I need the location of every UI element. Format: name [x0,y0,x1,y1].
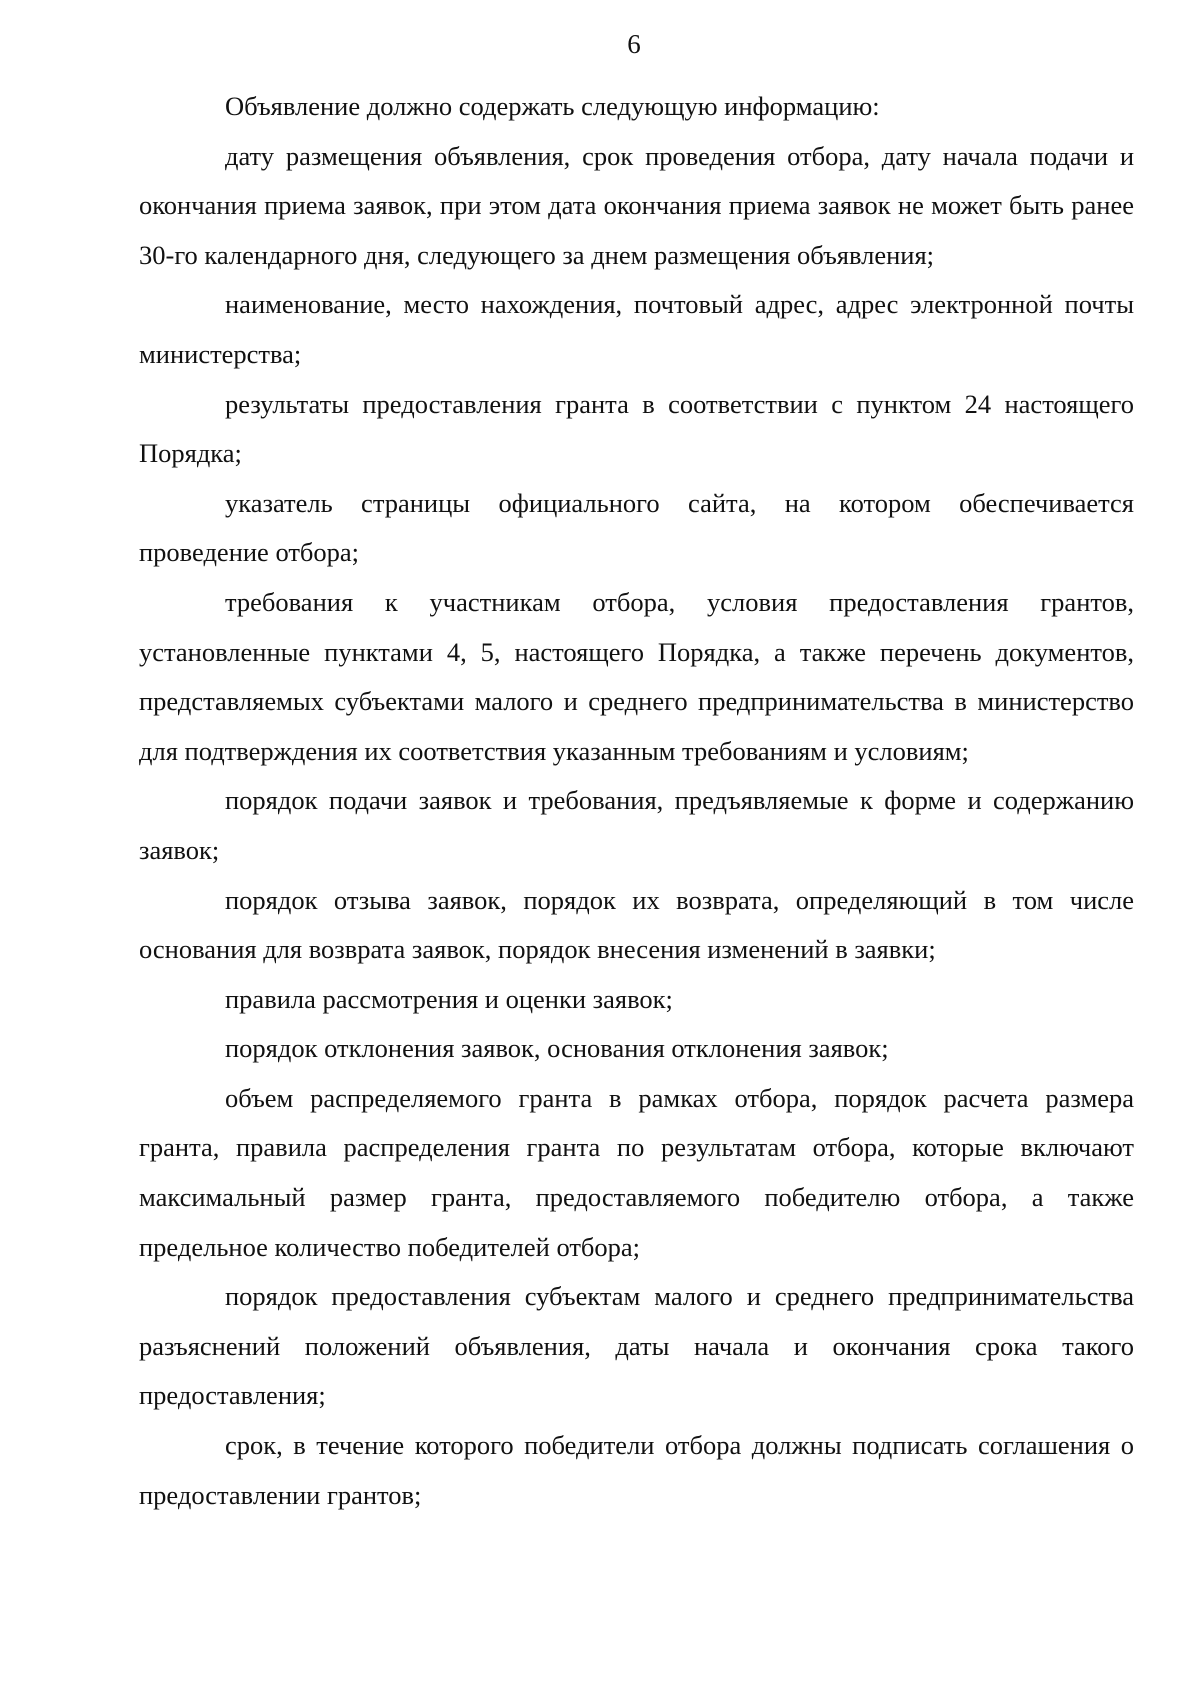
paragraph-website-pointer: указатель страницы официального сайта, на котором обеспечивается проведение отбора; [139,487,1134,568]
paragraph-clarifications: порядок предоставления субъектам малого и среднего предпринимательства разъяснений положений объявления, даты начала и окончания срока такого предоставления; [139,1281,1134,1411]
paragraph-ministry-contacts: наименование, место нахождения, почтовый адрес, адрес электронной почты министерства; [139,289,1134,369]
paragraph-intro: Объявление должно содержать следующую информацию: [225,91,880,121]
paragraph-application-procedure: порядок подачи заявок и требования, предъявляемые к форме и содержанию заявок; [139,785,1134,865]
page-number: 6 [627,29,641,59]
paragraph-participant-requirements: требования к участникам отбора, условия предоставления грантов, установленные пунктами 4, 5, настоящего Порядка, а также перечень документов, представляемых субъектами малого и среднего предпринимательства в министерство для подтверждения их соответствия указанным требованиям и условиям; [139,586,1134,766]
paragraph-grant-results: результаты предоставления гранта в соответствии с пунктом 24 настоящего Порядка; [139,388,1134,469]
document-body [139,82,1134,1520]
paragraph-withdrawal-procedure: порядок отзыва заявок, порядок их возврата, определяющий в том числе основания для возврата заявок, порядок внесения изменений в заявки; [139,884,1134,965]
paragraph-rejection-procedure: порядок отклонения заявок, основания отклонения заявок; [225,1033,889,1064]
paragraph-agreement-deadline: срок, в течение которого победители отбора должны подписать соглашения о предоставлении грантов; [139,1430,1134,1510]
paragraph-dates: дату размещения объявления, срок проведения отбора, дату начала подачи и окончания приема заявок, при этом дата окончания приема заявок не может быть ранее 30-го календарного дня, следующего за днем размещения объявления; [139,140,1134,270]
paragraph-grant-volume: объем распределяемого гранта в рамках отбора, порядок расчета размера гранта, правила распределения гранта по результатам отбора, которые включают максимальный размер гранта, предоставляемого победителю отбора, а также предельное количество победителей отбора; [139,1082,1134,1262]
paragraph-review-rules: правила рассмотрения и оценки заявок; [225,983,673,1014]
